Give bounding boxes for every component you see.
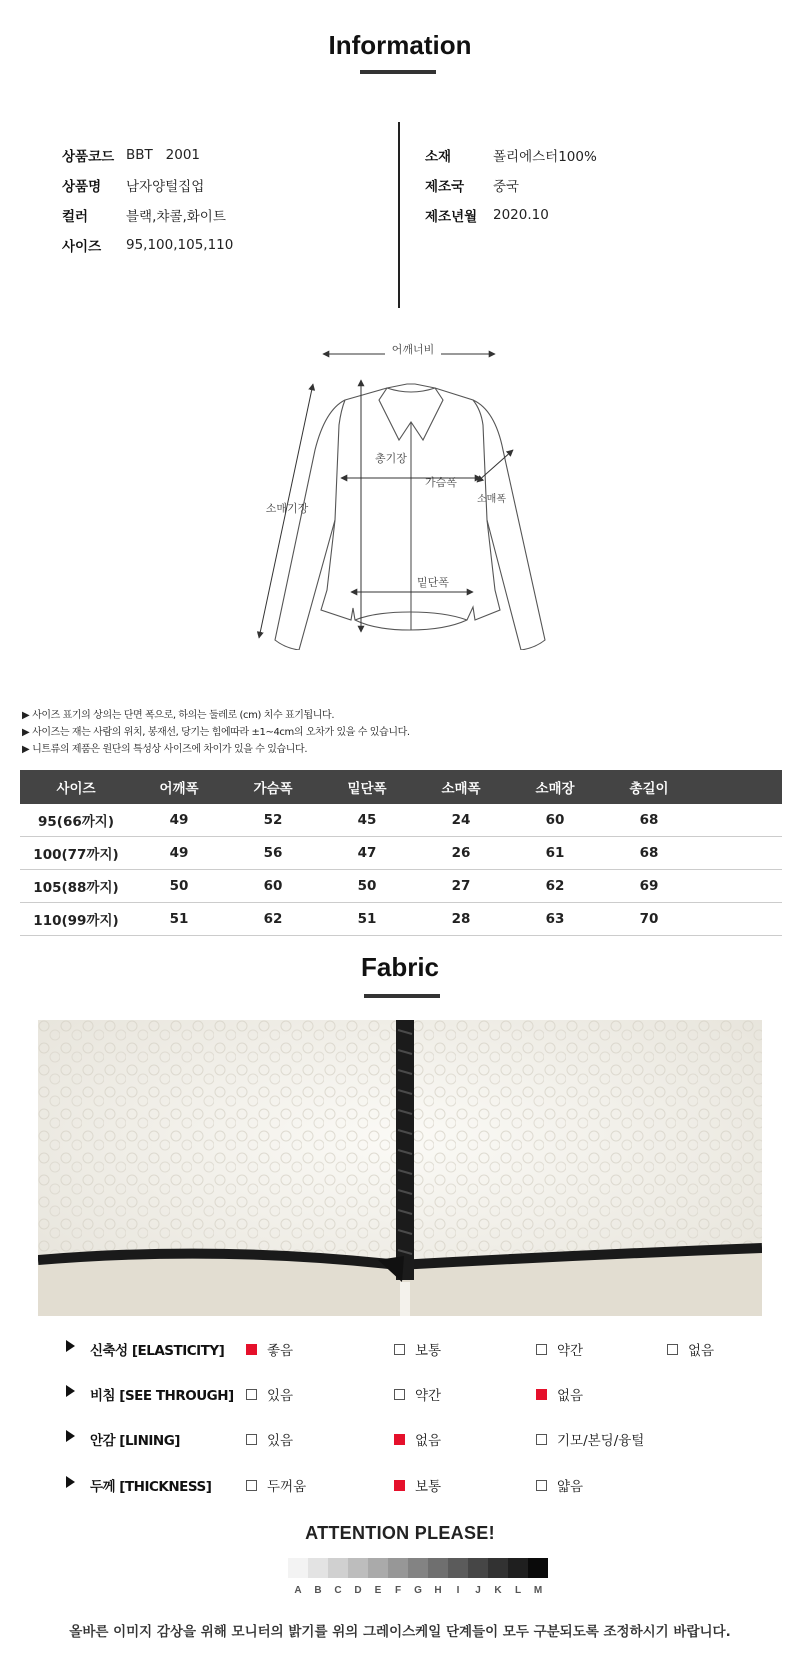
info-value: 블랙,챠콜,화이트 [126, 209, 226, 225]
option-elasticity-normal[interactable] [394, 1339, 441, 1359]
option-label: 보통 [415, 1343, 442, 1359]
checkbox-icon[interactable] [536, 1480, 547, 1491]
option-label: 없음 [415, 1433, 442, 1449]
grayscale-letter: F [394, 1585, 402, 1596]
monitor-brightness-note: 올바른 이미지 감상을 위해 모니터의 밝기를 위의 그레이스케일 단계들이 모두 구분되도록 조정하시기 바랍니다. [69, 1624, 731, 1640]
option-label: 기모/본딩/융털 [557, 1433, 645, 1449]
grayscale-bar [288, 1558, 548, 1578]
option-see-through-yes[interactable] [246, 1384, 293, 1404]
option-label: 좋음 [267, 1343, 294, 1359]
table-cell: 50 [132, 870, 226, 903]
checkbox-icon[interactable] [246, 1434, 257, 1445]
table-cell: 95(66까지) [20, 804, 132, 837]
table-cell: 47 [320, 837, 414, 870]
header-cell-empty [696, 770, 782, 804]
grayscale-letter: B [314, 1585, 322, 1596]
option-label: 있음 [267, 1433, 294, 1449]
info-key: 사이즈 [62, 239, 102, 255]
info-value: 폴리에스터100% [493, 149, 597, 165]
info-key: 제조국 [425, 179, 465, 195]
grayscale-letter: G [414, 1585, 422, 1596]
table-cell: 63 [508, 903, 602, 936]
attr-elasticity [0, 1337, 800, 1359]
header-cell: 밑단폭 [320, 770, 414, 804]
checkbox-icon[interactable] [246, 1480, 257, 1491]
table-cell: 61 [508, 837, 602, 870]
label-sleeve-length: 소매기장 [265, 502, 309, 515]
checkbox-checked-icon[interactable] [394, 1480, 405, 1491]
jacket-size-diagram [255, 340, 555, 650]
table-cell: 60 [226, 870, 320, 903]
table-row [20, 804, 782, 837]
table-cell: 68 [602, 804, 696, 837]
grayscale-swatch [468, 1558, 488, 1578]
grayscale-swatch [448, 1558, 468, 1578]
information-title: Information [328, 30, 472, 60]
attr-see-through [0, 1382, 800, 1404]
option-label: 약간 [415, 1388, 442, 1404]
table-cell: 62 [226, 903, 320, 936]
size-note-2: ▶ 사이즈는 재는 사람의 위치, 봉재선, 당기는 힘에따라 ±1~4cm의 오차가 있을 수 있습니다. [22, 727, 410, 738]
label-chest: 가슴폭 [425, 476, 457, 489]
option-label: 있음 [267, 1388, 294, 1404]
attention-title: ATTENTION PLEASE! [305, 1523, 495, 1543]
checkbox-icon[interactable] [536, 1344, 547, 1355]
grayscale-swatch [528, 1558, 548, 1578]
info-value: 남자양털집업 [126, 179, 205, 195]
option-lining-none[interactable] [394, 1429, 441, 1449]
table-cell: 105(88까지) [20, 870, 132, 903]
header-cell: 사이즈 [20, 770, 132, 804]
grayscale-letter: H [434, 1585, 442, 1596]
header-cell: 가슴폭 [226, 770, 320, 804]
grayscale-letter: E [374, 1585, 382, 1596]
option-elasticity-none[interactable] [667, 1339, 714, 1359]
table-cell: 49 [132, 804, 226, 837]
table-cell: 70 [602, 903, 696, 936]
grayscale-swatch [288, 1558, 308, 1578]
option-thickness-normal[interactable] [394, 1475, 441, 1495]
info-row-country [425, 170, 597, 200]
info-value: 중국 [493, 179, 520, 195]
table-cell: 56 [226, 837, 320, 870]
size-note-1: ▶ 사이즈 표기의 상의는 단면 폭으로, 하의는 둘레로 (cm) 치수 표기됩니다. [22, 710, 335, 721]
option-label: 약간 [557, 1343, 584, 1359]
fabric-title: Fabric [360, 952, 440, 982]
option-label: 두꺼움 [267, 1479, 307, 1495]
header-cell: 소매장 [508, 770, 602, 804]
attr-label: 신축성 [ELASTICITY] [90, 1343, 225, 1359]
option-label: 보통 [415, 1479, 442, 1495]
size-table [20, 770, 782, 936]
info-right-column [425, 140, 597, 230]
grayscale-swatch [508, 1558, 528, 1578]
attr-thickness [0, 1473, 800, 1495]
label-hem: 밑단폭 [417, 576, 449, 589]
checkbox-checked-icon[interactable] [536, 1389, 547, 1400]
grayscale-swatch [368, 1558, 388, 1578]
grayscale-letter: M [533, 1585, 543, 1596]
table-cell: 50 [320, 870, 414, 903]
option-lining-brushed[interactable] [536, 1429, 644, 1449]
option-label: 없음 [557, 1388, 584, 1404]
info-row-color [62, 200, 233, 230]
option-thickness-thin[interactable] [536, 1475, 583, 1495]
checkbox-icon[interactable] [394, 1344, 405, 1355]
info-row-material [425, 140, 597, 170]
table-row [20, 837, 782, 870]
grayscale-swatch [428, 1558, 448, 1578]
label-length: 총기장 [375, 452, 407, 465]
info-key: 컬러 [62, 209, 89, 225]
info-key: 소재 [425, 149, 452, 165]
table-cell: 68 [602, 837, 696, 870]
table-cell: 49 [132, 837, 226, 870]
label-sleeve-width: 소매폭 [477, 494, 506, 505]
grayscale-swatch [388, 1558, 408, 1578]
table-cell: 24 [414, 804, 508, 837]
checkbox-icon[interactable] [667, 1344, 678, 1355]
table-row [20, 870, 782, 903]
header-cell: 총길이 [602, 770, 696, 804]
info-left-column [62, 140, 233, 260]
table-cell: 52 [226, 804, 320, 837]
table-cell: 28 [414, 903, 508, 936]
attr-label: 두께 [THICKNESS] [90, 1479, 212, 1495]
grayscale-letter: K [494, 1585, 502, 1596]
grayscale-swatch [308, 1558, 328, 1578]
label-shoulder: 어깨너비 [391, 343, 435, 356]
info-key: 상품명 [62, 179, 102, 195]
info-key: 제조년월 [425, 209, 478, 225]
header-cell: 어깨폭 [132, 770, 226, 804]
table-cell-empty [696, 870, 782, 903]
grayscale-letter: D [354, 1585, 362, 1596]
info-divider [398, 122, 400, 308]
bullet-arrow-icon [66, 1430, 75, 1442]
option-see-through-none[interactable] [536, 1384, 583, 1404]
checkbox-checked-icon[interactable] [246, 1344, 257, 1355]
sleeve-width-arrow [477, 450, 513, 482]
checkbox-checked-icon[interactable] [394, 1434, 405, 1445]
checkbox-icon[interactable] [246, 1389, 257, 1400]
table-cell: 45 [320, 804, 414, 837]
info-row-code [62, 140, 233, 170]
bullet-arrow-icon [66, 1340, 75, 1352]
table-cell: 100(77까지) [20, 837, 132, 870]
size-table-header [20, 770, 782, 804]
size-note-3: ▶ 니트류의 제품은 원단의 특성상 사이즈에 차이가 있을 수 있습니다. [22, 744, 308, 755]
grayscale-letter: I [456, 1585, 460, 1596]
grayscale-letters [288, 1585, 548, 1596]
grayscale-letter: L [514, 1585, 522, 1596]
table-cell: 27 [414, 870, 508, 903]
table-cell: 69 [602, 870, 696, 903]
bullet-arrow-icon [66, 1385, 75, 1397]
option-label: 얇음 [557, 1479, 584, 1495]
grayscale-letter: J [475, 1585, 481, 1596]
info-row-size [62, 230, 233, 260]
table-cell: 62 [508, 870, 602, 903]
table-cell: 51 [132, 903, 226, 936]
grayscale-swatch [328, 1558, 348, 1578]
grayscale-swatch [488, 1558, 508, 1578]
attr-lining [0, 1427, 800, 1449]
information-title-underline [360, 70, 436, 74]
bullet-arrow-icon [66, 1476, 75, 1488]
fabric-photo [38, 1020, 762, 1316]
table-cell-empty [696, 837, 782, 870]
checkbox-icon[interactable] [536, 1434, 547, 1445]
checkbox-icon[interactable] [394, 1389, 405, 1400]
info-value: 2020.10 [493, 207, 549, 223]
attr-label: 안감 [LINING] [90, 1433, 180, 1449]
option-see-through-slight[interactable] [394, 1384, 441, 1404]
option-elasticity-slight[interactable] [536, 1339, 583, 1359]
option-elasticity-good[interactable] [246, 1339, 293, 1359]
grayscale-swatch [348, 1558, 368, 1578]
grayscale-swatch [408, 1558, 428, 1578]
info-value: BBT 2001 [126, 147, 200, 163]
header-cell: 소매폭 [414, 770, 508, 804]
fabric-photo-illustration [38, 1020, 762, 1316]
table-cell-empty [696, 903, 782, 936]
fabric-title-underline [364, 994, 440, 998]
info-row-name [62, 170, 233, 200]
table-cell: 60 [508, 804, 602, 837]
info-row-date [425, 200, 597, 230]
option-label: 없음 [688, 1343, 715, 1359]
grayscale-letter: A [294, 1585, 302, 1596]
attr-label: 비침 [SEE THROUGH] [90, 1388, 234, 1404]
grayscale-letter: C [334, 1585, 342, 1596]
info-key: 상품코드 [62, 149, 115, 165]
table-cell: 110(99까지) [20, 903, 132, 936]
info-value: 95,100,105,110 [126, 237, 234, 253]
table-row [20, 903, 782, 936]
table-cell: 51 [320, 903, 414, 936]
table-cell-empty [696, 804, 782, 837]
option-thickness-thick[interactable] [246, 1475, 306, 1495]
option-lining-yes[interactable] [246, 1429, 293, 1449]
table-cell: 26 [414, 837, 508, 870]
